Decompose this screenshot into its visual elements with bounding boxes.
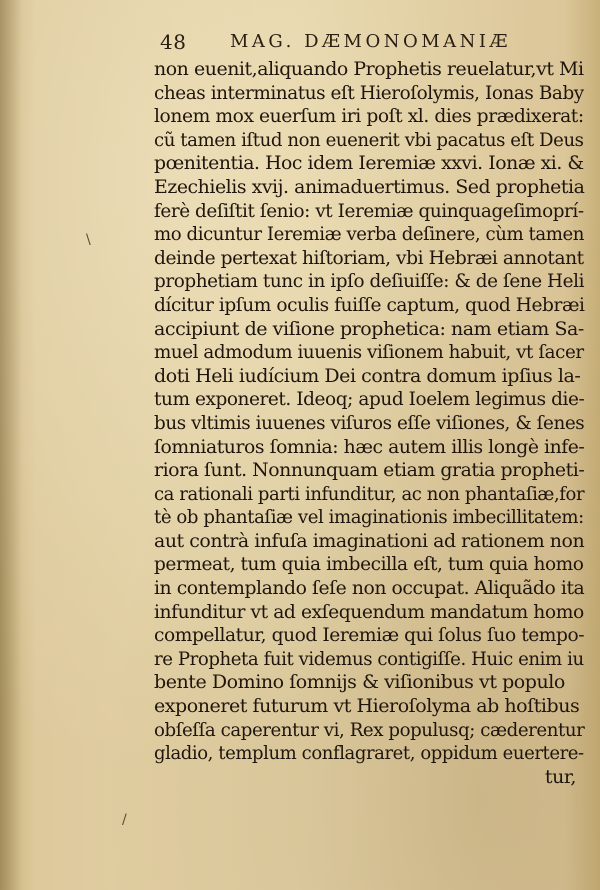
text-line: accipiunt de viſione prophetica: nam etiam Sa-	[154, 317, 584, 340]
text-line: aut contrà infuſa imaginationi ad rationem non	[154, 529, 585, 552]
text-line: cheas interminatus eſt Hieroſolymis, Ionas Baby	[154, 81, 584, 104]
running-head	[160, 30, 560, 56]
text-line: bus vltimis iuuenes viſuros eſſe viſiones, & ſenes	[154, 411, 585, 434]
text-line: dícitur ipſum oculis fuiſſe captum, quod Hebræi	[154, 293, 585, 316]
text-line: re Propheta fuit videmus contigiſſe. Huic enim iu	[154, 647, 584, 670]
text-line: mo dicuntur Ieremiæ verba deſinere, cùm tamen	[154, 223, 585, 246]
text-line: pœnitentia. Hoc idem Ieremiæ xxvi. Ionæ xi. &	[154, 152, 584, 175]
text-line: deinde pertexat hiſtoriam, vbi Hebræi annotant	[154, 246, 584, 269]
text-line: tum exponeret. Ideoq; apud Ioelem legimus die-	[154, 388, 585, 411]
text-line: non euenit,aliquando Prophetis reuelatur,vt Mi	[154, 58, 584, 80]
text-line: Ezechielis xvij. animaduertimus. Sed prophetia	[154, 175, 585, 198]
text-line: obſeſſa caperentur vi, Rex populusq; cæderentur	[154, 718, 585, 741]
margin-mark: \	[86, 232, 91, 248]
text-line: compellatur, quod Ieremiæ qui ſolus ſuo tempo-	[154, 624, 585, 647]
text-line: muel admodum iuuenis viſionem habuit, vt ſacer	[154, 341, 584, 364]
text-line: permeat, tum quia imbecilla eſt, tum quia homo	[154, 553, 584, 576]
text-line: cũ tamen iſtud non euenerit vbi pacatus eſt Deus	[154, 128, 584, 151]
text-line: ſomniaturos ſomnia: hæc autem illis longè infe-	[154, 435, 585, 458]
margin-mark: /	[122, 812, 127, 828]
page-number: 48	[160, 30, 187, 54]
text-line: doti Heli iudícium Dei contra domum ipſius la-	[154, 364, 581, 387]
text-line: prophetiam tunc in ipſo deſiuiſſe: & de ſene Heli	[154, 270, 585, 293]
text-line: tè ob phantaſiæ vel imaginationis imbecillitatem:	[154, 506, 584, 529]
text-line: ca rationali parti infunditur, ac non phantaſiæ,for	[154, 482, 585, 505]
text-line: infunditur vt ad exſequendum mandatum homo	[154, 600, 584, 623]
text-line: gladio, templum conflagraret, oppidum euertere-	[154, 742, 584, 765]
catchword: tur,	[544, 765, 576, 788]
text-line: exponeret futurum vt Hieroſolyma ab hoſtibus	[154, 695, 580, 718]
body-text	[154, 58, 584, 789]
text-line: in contemplando ſeſe non occupat. Aliquãdo ita	[154, 577, 585, 600]
gutter-shadow	[0, 0, 22, 890]
text-line: bente Domino ſomnijs & viſionibus vt populo	[154, 671, 565, 694]
text-line: riora ſunt. Nonnunquam etiam gratia propheti-	[154, 459, 585, 482]
text-line: ferè deſiſtit ſenio: vt Ieremiæ quinquageſimoprí-	[154, 199, 584, 222]
running-title: MAG. DÆMONOMANIÆ	[230, 31, 512, 52]
text-line: lonem mox euerſum iri poſt xl. dies prædixerat:	[154, 105, 584, 128]
